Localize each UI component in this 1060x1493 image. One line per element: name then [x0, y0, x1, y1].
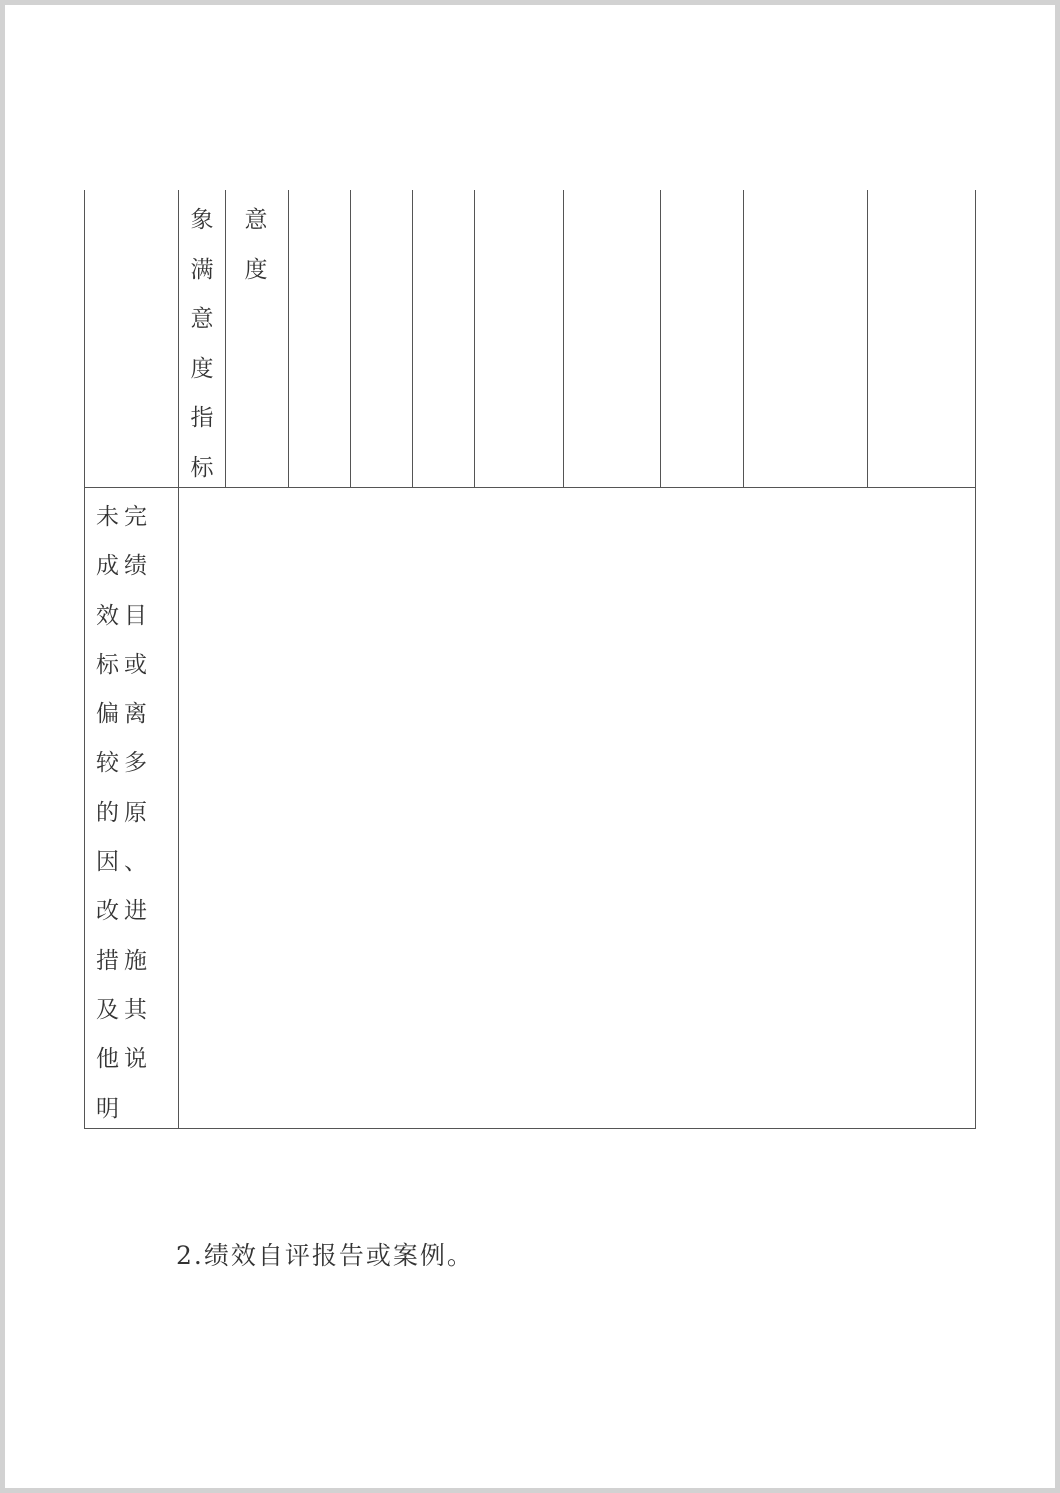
satisfaction-indicator-label: 象满意度指标: [190, 207, 214, 481]
table-col-line-7: [563, 190, 564, 487]
table-col-line-8: [660, 190, 661, 487]
table-col-line-5: [412, 190, 413, 487]
table-col-line-10: [867, 190, 868, 487]
label-line: 改进: [96, 898, 152, 925]
label-line: 及其: [96, 996, 152, 1023]
label-line: 未完: [96, 504, 152, 530]
table-col-line-6: [474, 190, 475, 487]
label-line: 的原: [96, 799, 152, 826]
label-line: 成绩: [96, 553, 152, 580]
table-border-right: [975, 190, 976, 1129]
table-col-line-4: [350, 190, 351, 487]
label-line: 标或: [96, 651, 152, 678]
label-line: 效目: [96, 602, 152, 629]
table-col-line-3: [288, 190, 289, 487]
table-border-left: [84, 190, 85, 1129]
section-caption: 2.绩效自评报告或案例。: [176, 1241, 474, 1270]
label-line: 因、: [96, 849, 152, 876]
label-line: 较多: [96, 750, 152, 777]
label-line: 偏离: [96, 701, 152, 728]
label-line: 明: [96, 1095, 124, 1122]
label-line: 他说: [96, 1046, 152, 1073]
table-col-line-9: [743, 190, 744, 487]
label-line: 措施: [96, 947, 152, 974]
table-border-bottom: [84, 1128, 976, 1129]
unmet-goals-label: [96, 493, 166, 1134]
table-col-line-2: [225, 190, 226, 487]
explanation-content-cell[interactable]: [179, 488, 975, 1128]
satisfaction-label: 意度: [244, 207, 268, 283]
